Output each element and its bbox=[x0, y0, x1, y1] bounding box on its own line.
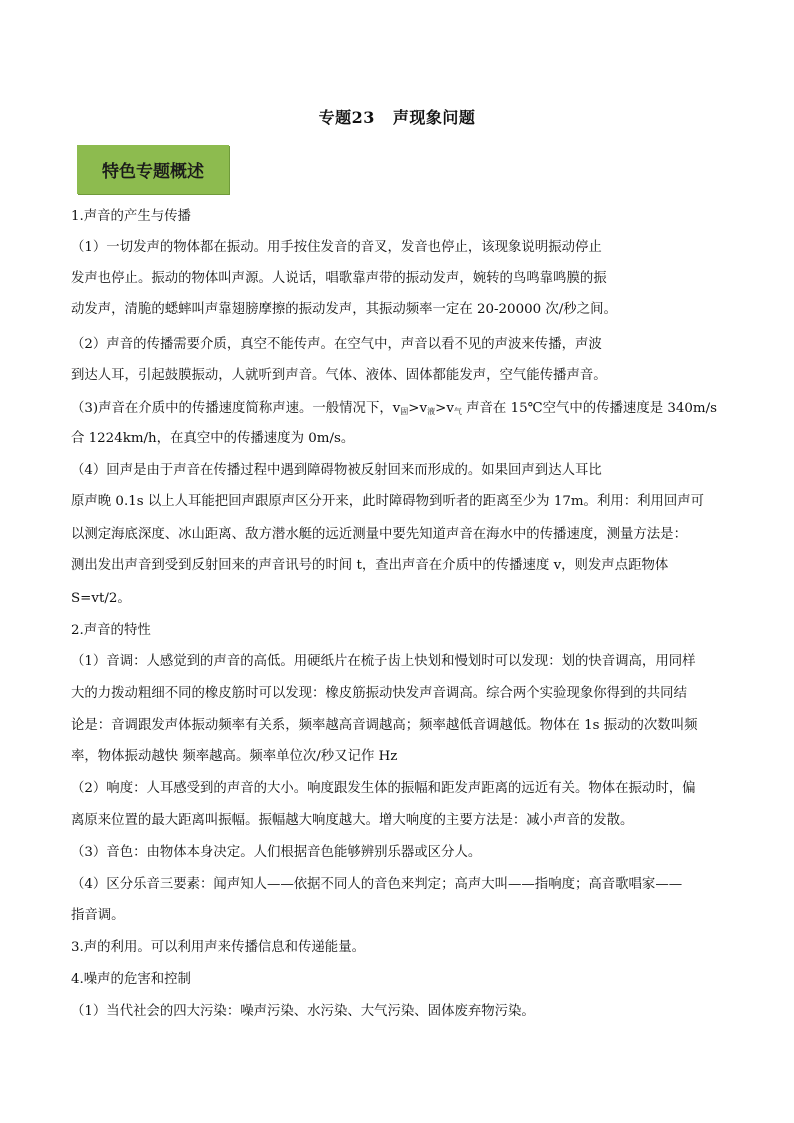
text-line: （2）响度：人耳感受到的声音的大小。响度跟发生体的振幅和距发声距离的远近有关。物体在振动时，偏 bbox=[71, 781, 696, 796]
text-line: 1.声音的产生与传播 bbox=[71, 209, 191, 224]
text-line: 率，物体振动越快 频率越高。频率单位次/秒又记作 Hz bbox=[71, 749, 398, 764]
text-line: 到达人耳，引起鼓膜振动，人就听到声音。气体、液体、固体都能发声，空气能传播声音。 bbox=[71, 368, 607, 383]
text-line: 离原来位置的最大距离叫振幅。振幅越大响度越大。增大响度的主要方法是：减小声音的发散。 bbox=[71, 813, 634, 828]
text-line: 指音调。 bbox=[71, 908, 125, 923]
text-line: S=vt/2。 bbox=[71, 591, 131, 606]
text-line: （3）音色：由物体本身决定。人们根据音色能够辨别乐器或区分人。 bbox=[71, 845, 482, 860]
text-line: 大的力拨动粗细不同的橡皮筋时可以发现：橡皮筋振动快发声音调高。综合两个实验现象你得到的共同结 bbox=[71, 686, 687, 701]
text-line: （3)声音在介质中的传播速度简称声速。一般情况下，$v_固>v_液>v_气$ 声音在 15℃空气中的传播速度是 340m/s bbox=[71, 401, 718, 416]
page-title: 专题23 声现象问题 bbox=[318, 108, 476, 127]
text-line: 4.噪声的危害和控制 bbox=[71, 972, 191, 987]
text-line: （4）区分乐音三要素：闻声知人——依据不同人的音色来判定；高声大叫——指响度；高音歌唱家—— bbox=[71, 877, 683, 892]
text-line: 原声晚 0.1s 以上人耳能把回声跟原声区分开来，此时障碍物到听者的距离至少为 17m。利用：利用回声可 bbox=[71, 494, 705, 509]
text-line: （1）一切发声的物体都在振动。用手按住发音的音叉，发音也停止，该现象说明振动停止 bbox=[71, 240, 602, 255]
text-line: 2.声音的特性 bbox=[71, 623, 151, 638]
text-line: （4）回声是由于声音在传播过程中遇到障碍物被反射回来而形成的。如果回声到达人耳比 bbox=[71, 463, 602, 478]
text-line: （2）声音的传播需要介质，真空不能传声。在空气中，声音以看不见的声波来传播，声波 bbox=[71, 337, 602, 352]
text-line: （1）音调：人感觉到的声音的高低。用硬纸片在梳子齿上快划和慢划时可以发现：划的快音调高，用同样 bbox=[71, 654, 696, 669]
text-line: 论是：音调跟发声体振动频率有关系，频率越高音调越高；频率越低音调越低。物体在 1s 振动的次数叫频 bbox=[71, 718, 698, 733]
section-badge: 特色专题概述 bbox=[77, 145, 229, 194]
text-line: （1）当代社会的四大污染：噪声污染、水污染、大气污染、固体废弃物污染。 bbox=[71, 1004, 535, 1019]
text-line: 以测定海底深度、冰山距离、敌方潜水艇的远近测量中要先知道声音在海水中的传播速度，测量方法是： bbox=[71, 527, 687, 542]
text-line: 动发声，清脆的蟋蟀叫声靠翅膀摩擦的振动发声，其振动频率一定在 20-20000 次/秒之间。 bbox=[71, 302, 617, 317]
text-line: 测出发出声音到受到反射回来的声音讯号的时间 t，查出声音在介质中的传播速度 v，则发声点距物体 bbox=[71, 558, 669, 573]
text-line: 发声也停止。振动的物体叫声源。人说话，唱歌靠声带的振动发声，婉转的鸟鸣靠鸣膜的振 bbox=[71, 271, 607, 286]
text-line: 合 1224km/h，在真空中的传播速度为 0m/s。 bbox=[71, 431, 355, 446]
text-line: 3.声的利用。可以利用声来传播信息和传递能量。 bbox=[71, 940, 365, 955]
